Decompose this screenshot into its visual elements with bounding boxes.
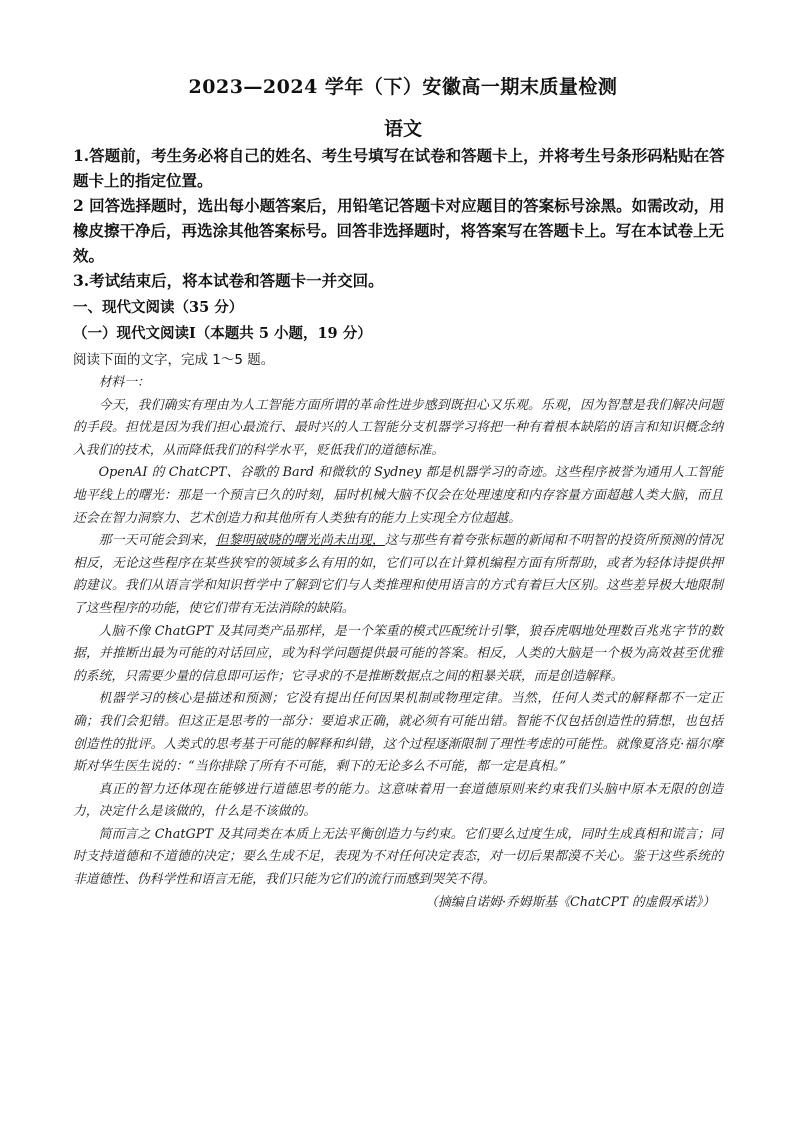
material-paragraph-6: 真正的智力还体现在能够进行道德思考的能力。这意味着用一套道德原则来约束我们头脑中原本无限的创造力，决定什么是该做的，什么是不该做的。 <box>73 781 723 820</box>
underlined-sentence: 但黎明破晓的曙光尚未出现， <box>215 533 385 549</box>
subject-heading: 语文 <box>383 118 422 140</box>
paragraph-3-lead: 那一天可能会到来， <box>98 533 216 549</box>
section-heading-part-one: 一、现代文阅读（35 分） <box>73 299 244 316</box>
exam-title: 2023—2024 学年（下）安徽高一期末质量检测 <box>188 76 618 98</box>
instruction-item-3: 3.考试结束后，将本试卷和答题卡一并交回。 <box>73 271 384 290</box>
source-citation: （摘编自诺姆·乔姆斯基《ChatCPT 的虚假承诺》） <box>425 894 715 910</box>
material-paragraph-3 <box>73 530 723 620</box>
material-paragraph-2: OpenAI 的 ChatCPT、谷歌的 Bard 和微软的 Sydney 都是机器学习的奇迹。这些程序被誉为通用人工智能地平线上的曙光：那是一个预言已久的时刻，届时机械大脑不仅会在处理速度和内存容量方面超越人类大脑，而且还会在智力洞察力、艺术创造力和其他所有人类独有的能力上实现全方位超越。 <box>73 465 723 526</box>
reading-material <box>73 372 723 914</box>
instruction-item-1: 1.答题前，考生务必将自己的姓名、考生号填写在试卷和答题卡上，并将考生号条形码粘贴在答题卡上的指定位置。 <box>73 146 725 190</box>
material-label: 材料一： <box>98 375 150 390</box>
instructions-block <box>73 143 733 293</box>
material-paragraph-4: 人脑不像 ChatGPT 及其同类产品那样，是一个笨重的模式匹配统计引擎，狼吞虎咽地处理数百兆兆字节的数据，并推断出最为可能的对话回应，或为科学问题提供最可能的答案。相反，人类的大脑是一个极为高效甚至优雅的系统，只需要少量的信息即可运作；它寻求的不是推断数据点之间的粗暴关联，而是创造解释。 <box>73 623 723 684</box>
material-paragraph-5: 机器学习的核心是描述和预测；它没有提出任何因果机制或物理定律。当然，任何人类式的解释都不一定正确；我们会犯错。但这正是思考的一部分：要追求正确，就必须有可能出错。智能不仅包括创造性的猜想，也包括创造性的批评。人类式的思考基于可能的解释和纠错，这个过程逐渐限制了理性考虑的可能性。就像夏洛克·福尔摩斯对华生医生说的：“当你排除了所有不可能，剩下的无论多么不可能，都一定是真相。” <box>73 691 723 775</box>
material-paragraph-1: 今天，我们确实有理由为人工智能方面所谓的革命性进步感到既担心又乐观。乐观，因为智慧是我们解决问题的手段。担忧是因为我们担心最流行、最时兴的人工智能分支机器学习将把一种有着根本缺陷的语言和知识概念纳入我们的技术，从而降低我们的科学水平，贬低我们的道德标准。 <box>73 397 723 458</box>
paragraph-3-rest: 这与那些有着夸张标题的新闻和不明智的投资所预测的情况相反，无论这些程序在某些狭窄的领域多么有用的如，它们可以在计算机编程方面有所帮助，或者为轻体诗提供押韵建议。我们从语言学和知识哲学中了解到它们与人类推理和使用语言的方式有着巨大区别。这些差异极大地限制了这些程序的功能，使它们带有无法消除的缺陷。 <box>73 533 724 616</box>
material-paragraph-7: 简而言之 ChatGPT 及其同类在本质上无法平衡创造力与约束。它们要么过度生成，同时生成真相和谎言；同时支持道德和不道德的决定；要么生成不足，表现为不对任何决定表态，对一切后果都漠不关心。鉴于这些系统的非道德性、伪科学性和语言无能，我们只能为它们的流行而感到哭笑不得。 <box>73 826 723 888</box>
instruction-item-2: 2 回答选择题时，选出每小题答案后，用铅笔记答题卡对应题目的答案标号涂黑。如需改动，用橡皮擦干净后，再选涂其他答案标号。回答非选择题时，将答案写在答题卡上。写在本试卷上无效。 <box>73 196 725 265</box>
reading-prompt: 阅读下面的文字，完成 1～5 题。 <box>73 352 275 368</box>
section-subheading: （一）现代文阅读Ⅰ（本题共 5 小题，19 分） <box>73 325 372 342</box>
